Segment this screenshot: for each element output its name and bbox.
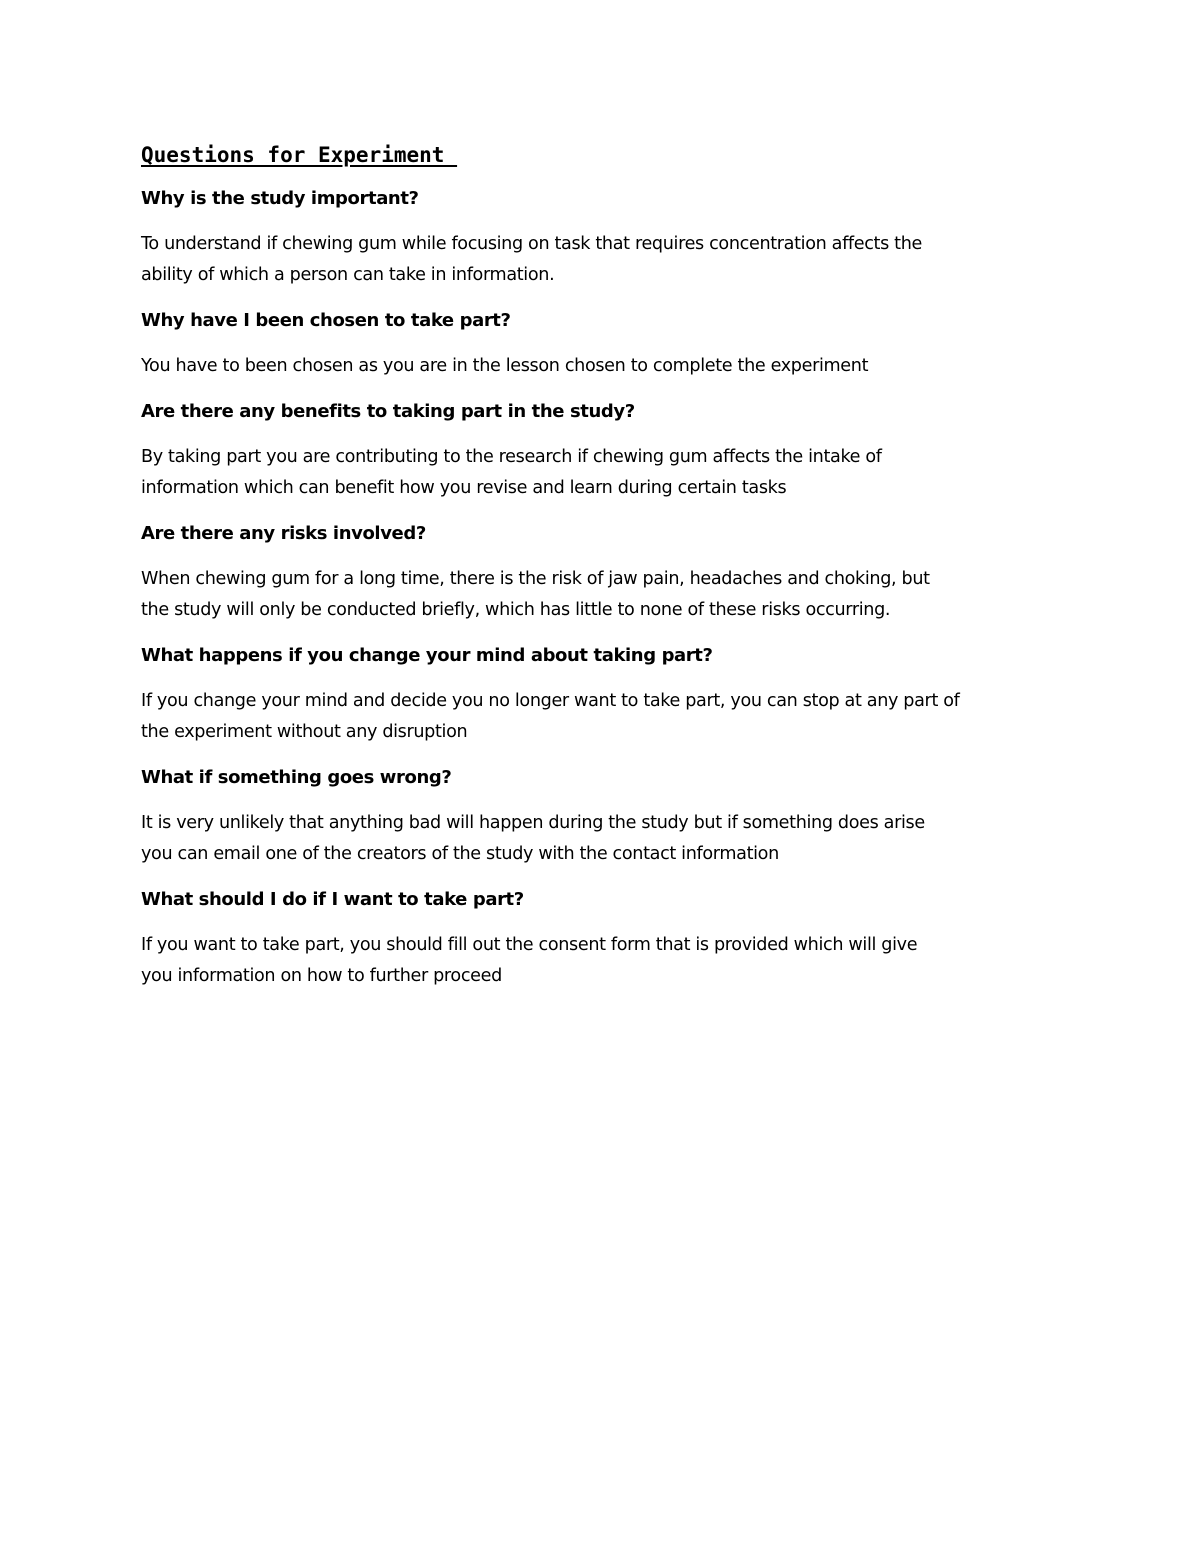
answer-text bbox=[141, 351, 1071, 382]
answer-line: the experiment without any disruption bbox=[141, 722, 468, 742]
qa-section-why-chosen bbox=[141, 306, 1071, 382]
qa-section-risks bbox=[141, 519, 1071, 626]
question-heading: Why have I been chosen to take part? bbox=[141, 310, 511, 331]
answer-line: ability of which a person can take in information. bbox=[141, 265, 555, 285]
answer-line: By taking part you are contributing to the research if chewing gum affects the intake of bbox=[141, 447, 882, 467]
answer-line: you information on how to further proceed bbox=[141, 966, 502, 986]
qa-section-importance bbox=[141, 184, 1071, 291]
answer-text bbox=[141, 686, 1071, 748]
answer-line: To understand if chewing gum while focusing on task that requires concentration affects the bbox=[141, 234, 922, 254]
answer-text bbox=[141, 930, 1071, 992]
qa-section-goes-wrong bbox=[141, 763, 1071, 870]
question-heading: What if something goes wrong? bbox=[141, 767, 452, 788]
qa-section-change-mind bbox=[141, 641, 1071, 748]
answer-line: information which can benefit how you revise and learn during certain tasks bbox=[141, 478, 787, 498]
answer-line: It is very unlikely that anything bad will happen during the study but if something does arise bbox=[141, 813, 925, 833]
answer-line: you can email one of the creators of the study with the contact information bbox=[141, 844, 779, 864]
answer-line: If you change your mind and decide you no longer want to take part, you can stop at any part of bbox=[141, 691, 960, 711]
answer-text bbox=[141, 808, 1071, 870]
answer-line: If you want to take part, you should fill out the consent form that is provided which will give bbox=[141, 935, 918, 955]
question-heading: What should I do if I want to take part? bbox=[141, 889, 524, 910]
question-heading: What happens if you change your mind about taking part? bbox=[141, 645, 713, 666]
answer-text bbox=[141, 229, 1071, 291]
question-heading: Why is the study important? bbox=[141, 188, 419, 209]
document-body bbox=[141, 140, 1071, 1007]
qa-section-take-part bbox=[141, 885, 1071, 992]
answer-line: the study will only be conducted briefly, which has little to none of these risks occurring. bbox=[141, 600, 891, 620]
answer-text bbox=[141, 564, 1071, 626]
answer-text bbox=[141, 442, 1071, 504]
answer-line: You have to been chosen as you are in the lesson chosen to complete the experiment bbox=[141, 356, 869, 376]
qa-section-benefits bbox=[141, 397, 1071, 504]
answer-line: When chewing gum for a long time, there is the risk of jaw pain, headaches and choking, but bbox=[141, 569, 930, 589]
question-heading: Are there any risks involved? bbox=[141, 523, 426, 544]
question-heading: Are there any benefits to taking part in the study? bbox=[141, 401, 635, 422]
document-title: Questions for Experiment bbox=[141, 143, 458, 167]
